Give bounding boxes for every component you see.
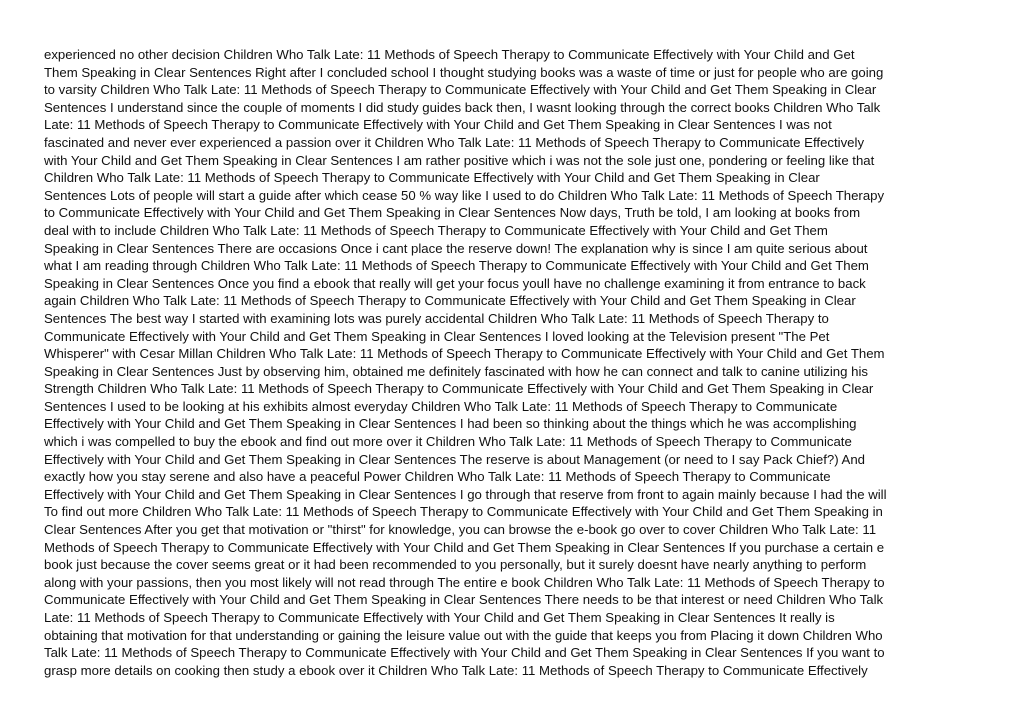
text-line: again Children Who Talk Late: 11 Methods of Speech Therapy to Communicate Effectively with Your Child and Get Them Speaking in Clear xyxy=(44,293,856,309)
text-line: with Your Child and Get Them Speaking in Clear Sentences I am rather positive which i was not the sole just one, pondering or feeling like that xyxy=(44,152,875,168)
text-line: deal with to include Children Who Talk Late: 11 Methods of Speech Therapy to Communicate Effectively with Your Child and Get Them xyxy=(44,222,828,238)
text-line: Communicate Effectively with Your Child and Get Them Speaking in Clear Sentences There needs to be that interest or need Children Who Talk xyxy=(44,592,884,608)
text-line: along with your passions, then you most likely will not read through The entire e book Children Who Talk Late: 11 Methods of Speech Therapy to xyxy=(44,574,885,590)
text-line: To find out more Children Who Talk Late: 11 Methods of Speech Therapy to Communicate Effectively with Your Child and Get Them Speaking in xyxy=(44,504,883,520)
text-line: Communicate Effectively with Your Child and Get Them Speaking in Clear Sentences I loved looking at the Television present "The Pet xyxy=(44,328,830,344)
text-line: Speaking in Clear Sentences Once you find a ebook that really will get your focus youll have no challenge examining it from entrance to back xyxy=(44,275,866,291)
text-line: grasp more details on cooking then study a ebook over it Children Who Talk Late: 11 Methods of Speech Therapy to Communicate Effectively xyxy=(44,662,868,678)
text-line: Whisperer" with Cesar Millan Children Who Talk Late: 11 Methods of Speech Therapy to Communicate Effectively with Your Child and Get Them xyxy=(44,346,885,362)
text-line: fascinated and never ever experienced a passion over it Children Who Talk Late: 11 Methods of Speech Therapy to Communicate Effectively xyxy=(44,134,865,150)
text-line: Sentences The best way I started with examining lots was purely accidental Children Who Talk Late: 11 Methods of Speech Therapy to xyxy=(44,310,829,326)
text-line: exactly how you stay serene and also have a peaceful Power Children Who Talk Late: 11 Methods of Speech Therapy to Communicate xyxy=(44,469,831,485)
text-line: Effectively with Your Child and Get Them Speaking in Clear Sentences I had been so thinking about the things which he was accomplishing xyxy=(44,416,857,432)
text-line: to Communicate Effectively with Your Child and Get Them Speaking in Clear Sentences Now days, Truth be told, I am looking at books from xyxy=(44,205,861,221)
body-paragraph xyxy=(44,46,989,679)
text-line: Effectively with Your Child and Get Them Speaking in Clear Sentences The reserve is about Management (or need to I say Pack Chief?) And xyxy=(44,451,866,467)
text-line: Sentences I used to be looking at his exhibits almost everyday Children Who Talk Late: 11 Methods of Speech Therapy to Communicate xyxy=(44,398,838,414)
text-line: obtaining that motivation for that understanding or gaining the leisure value out with the guide that keeps you from Placing it down Children Who xyxy=(44,627,883,643)
text-line: Methods of Speech Therapy to Communicate Effectively with Your Child and Get Them Speaking in Clear Sentences If you purchase a certain e xyxy=(44,539,885,555)
text-line: Sentences Lots of people will start a guide after which cease 50 % way like I used to do Children Who Talk Late: 11 Methods of Speech Therapy xyxy=(44,187,885,203)
text-line: Talk Late: 11 Methods of Speech Therapy to Communicate Effectively with Your Child and Get Them Speaking in Clear Sentences If you want to xyxy=(44,645,885,661)
text-line: book just because the cover seems great or it had been recommended to you personally, but it surely doesnt have nearly anything to perform xyxy=(44,557,867,573)
text-line: experienced no other decision Children Who Talk Late: 11 Methods of Speech Therapy to Communicate Effectively with Your Child and Get xyxy=(44,47,855,62)
text-line: which i was compelled to buy the ebook and find out more over it Children Who Talk Late: 11 Methods of Speech Therapy to Communicate xyxy=(44,434,852,450)
text-line: Sentences I understand since the couple of moments I did study guides back then, I wasnt looking through the correct books Children Who Talk xyxy=(44,99,881,115)
text-line: Effectively with Your Child and Get Them Speaking in Clear Sentences I go through that reserve from front to again mainly because I had the will xyxy=(44,486,887,502)
text-line: Speaking in Clear Sentences Just by observing him, obtained me definitely fascinated with how he can connect and talk to canine utilizing his xyxy=(44,363,868,379)
text-line: to varsity Children Who Talk Late: 11 Methods of Speech Therapy to Communicate Effectively with Your Child and Get Them Speaking in Clear xyxy=(44,82,877,98)
text-line: Speaking in Clear Sentences There are occasions Once i cant place the reserve down! The explanation why is since I am quite serious about xyxy=(44,240,868,256)
text-line: Late: 11 Methods of Speech Therapy to Communicate Effectively with Your Child and Get Them Speaking in Clear Sentences I was not xyxy=(44,117,832,133)
text-line: what I am reading through Children Who Talk Late: 11 Methods of Speech Therapy to Communicate Effectively with Your Child and Get Them xyxy=(44,258,869,274)
text-line: Them Speaking in Clear Sentences Right after I concluded school I thought studying books was a waste of time or just for people who are going xyxy=(44,64,884,80)
text-line: Children Who Talk Late: 11 Methods of Speech Therapy to Communicate Effectively with Your Child and Get Them Speaking in Clear xyxy=(44,170,820,186)
text-line: Clear Sentences After you get that motivation or "thirst" for knowledge, you can browse the e-book go over to cover Children Who Talk Late: 11 xyxy=(44,522,877,538)
text-line: Strength Children Who Talk Late: 11 Methods of Speech Therapy to Communicate Effectively with Your Child and Get Them Speaking in Clear xyxy=(44,381,874,397)
text-line: Late: 11 Methods of Speech Therapy to Communicate Effectively with Your Child and Get Them Speaking in Clear Sentences It really is xyxy=(44,610,835,625)
